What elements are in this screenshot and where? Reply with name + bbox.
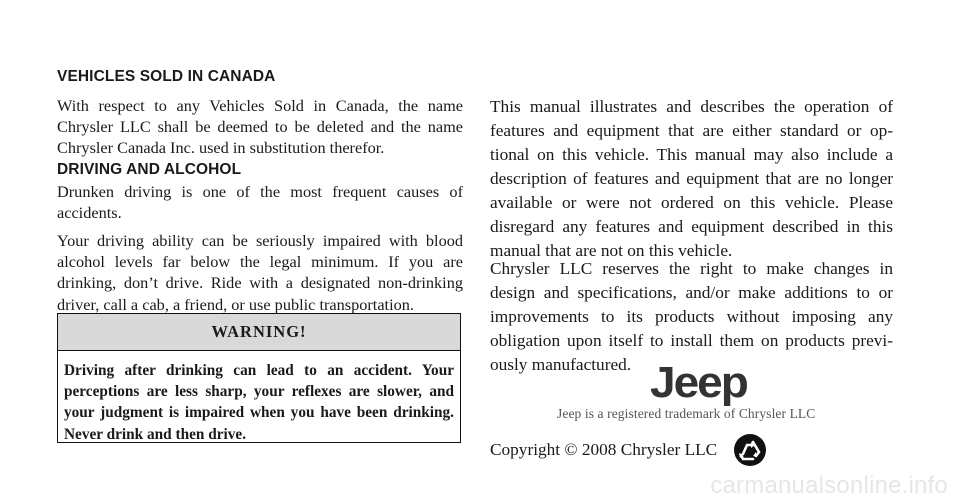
paragraph-canada: With respect to any Vehicles Sold in Canada, the name Chrysler LLC shall be deemed to be deleted and the name Chrysler Canada Inc. used in substitution therefor. — [57, 96, 463, 158]
jeep-logo: Jeep — [650, 357, 747, 407]
paragraph-manual-description: This manual illustrates and describes the operation of features and equipment that are either standard or op- tional on this vehicle. This manual may also include a description of features and equipment that are no longer available or were not ordered on this vehicle. Please disregard any features and equipment described in this manual that are not on this vehicle. — [490, 97, 893, 260]
heading-driving-and-alcohol: DRIVING AND ALCOHOL — [57, 161, 242, 178]
warning-box — [57, 313, 461, 443]
paragraph-driving-ability: Your driving ability can be seriously impaired with blood alcohol levels far below the legal minimum. If you are drinking, don’t drive. Ride with a designated non-drinking driver, call a cab, a friend, or use public transportation. — [57, 231, 463, 314]
paragraph-reserves-right: Chrysler LLC reserves the right to make changes in design and specifications, and/or make additions to or improvements to its products without imposing any obligation upon itself to install them on products previ- ously manufactured. — [490, 259, 893, 374]
copyright-text: Copyright © 2008 Chrysler LLC — [490, 440, 718, 459]
warning-text: Driving after drinking can lead to an accident. Your perceptions are less sharp, your reflexes are slower, and your judgment is impaired when you have been drinking. Never drink and then drive. — [64, 362, 454, 443]
recycle-icon — [733, 433, 767, 467]
heading-vehicles-sold-in-canada: VEHICLES SOLD IN CANADA — [57, 68, 276, 85]
trademark-notice: Jeep is a registered trademark of Chrysler LLC — [557, 406, 816, 421]
warning-title: WARNING! — [58, 314, 460, 351]
watermark-text: carmanualsonline.info — [710, 472, 948, 499]
paragraph-drunken-driving: Drunken driving is one of the most frequent causes of accidents. — [57, 182, 463, 223]
